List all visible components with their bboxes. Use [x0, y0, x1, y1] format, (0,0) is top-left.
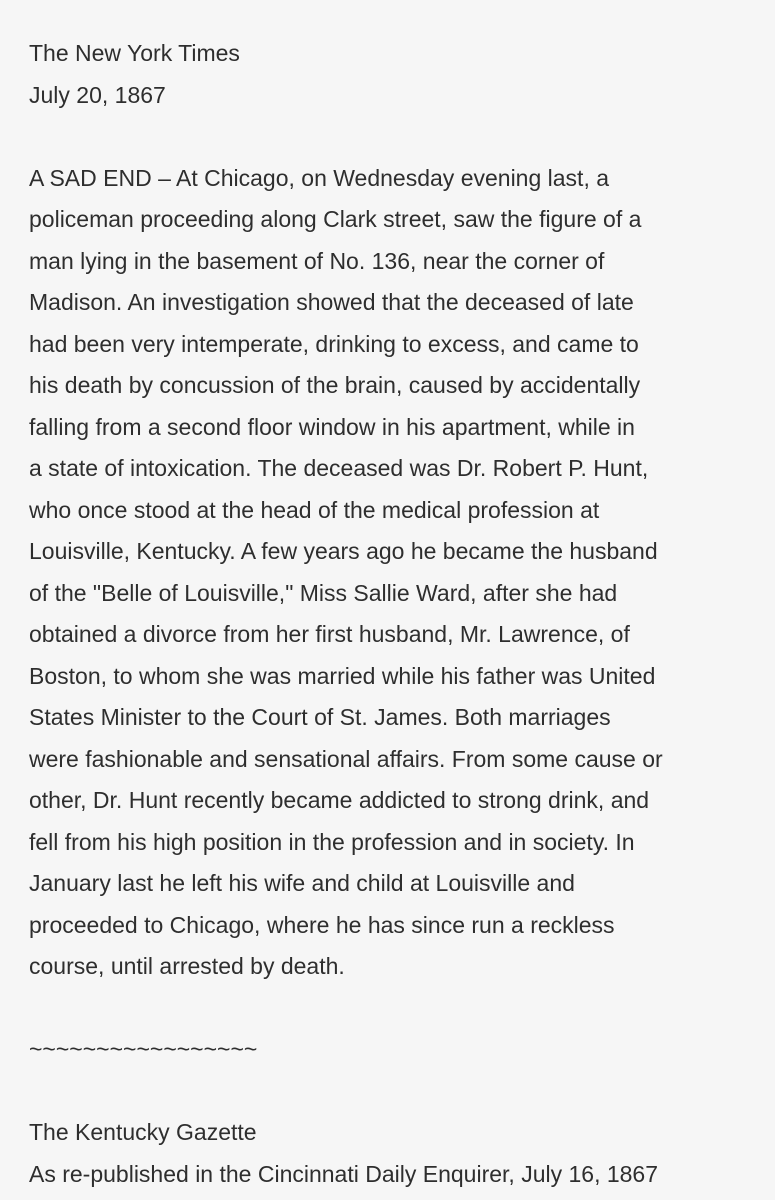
article-line: a state of intoxication. The deceased was Dr. Robert P. Hunt, [29, 455, 649, 481]
article-line: of the "Belle of Louisville," Miss Sallie Ward, after she had [29, 579, 618, 606]
article-line: his death by concussion of the brain, caused by accidentally [29, 372, 641, 398]
spacer [29, 116, 747, 158]
article-line: course, until arrested by death. [29, 953, 345, 979]
article-line: Boston, to whom she was married while his father was United [29, 662, 656, 689]
spacer [29, 1071, 747, 1113]
article-line: who once stood at the head of the medical profession at [29, 496, 600, 523]
article-line: other, Dr. Hunt recently became addicted to strong drink, and [29, 787, 650, 813]
spacer [29, 988, 747, 1030]
article-line: had been very intemperate, drinking to excess, and came to [29, 330, 639, 357]
footer-source: The Kentucky Gazette [29, 1119, 257, 1145]
article-line: proceeded to Chicago, where he has since run a reckless [29, 911, 615, 938]
tilde-divider: ~~~~~~~~~~~~~~~~~ [29, 1036, 258, 1062]
source-title: The New York Times [29, 40, 240, 66]
article-line: man lying in the basement of No. 136, near the corner of [29, 247, 605, 274]
article-body [29, 158, 747, 988]
article-line: January last he left his wife and child at Louisville and [29, 870, 575, 896]
article-line: Louisville, Kentucky. A few years ago he became the husband [29, 538, 658, 564]
article-line: obtained a divorce from her first husband, Mr. Lawrence, of [29, 621, 630, 647]
article-line: A SAD END – At Chicago, on Wednesday evening last, a [29, 164, 610, 191]
footer-note: As re-published in the Cincinnati Daily Enquirer, July 16, 1867 [29, 1160, 659, 1187]
article-line: States Minister to the Court of St. James. Both marriages [29, 704, 611, 730]
article-line: falling from a second floor window in his apartment, while in [29, 413, 635, 440]
article-line: Madison. An investigation showed that the deceased of late [29, 289, 634, 315]
article-line: fell from his high position in the profession and in society. In [29, 828, 635, 855]
source-date: July 20, 1867 [29, 81, 166, 108]
article-line: policeman proceeding along Clark street, saw the figure of a [29, 206, 642, 232]
article-line: were fashionable and sensational affairs. From some cause or [29, 745, 663, 772]
